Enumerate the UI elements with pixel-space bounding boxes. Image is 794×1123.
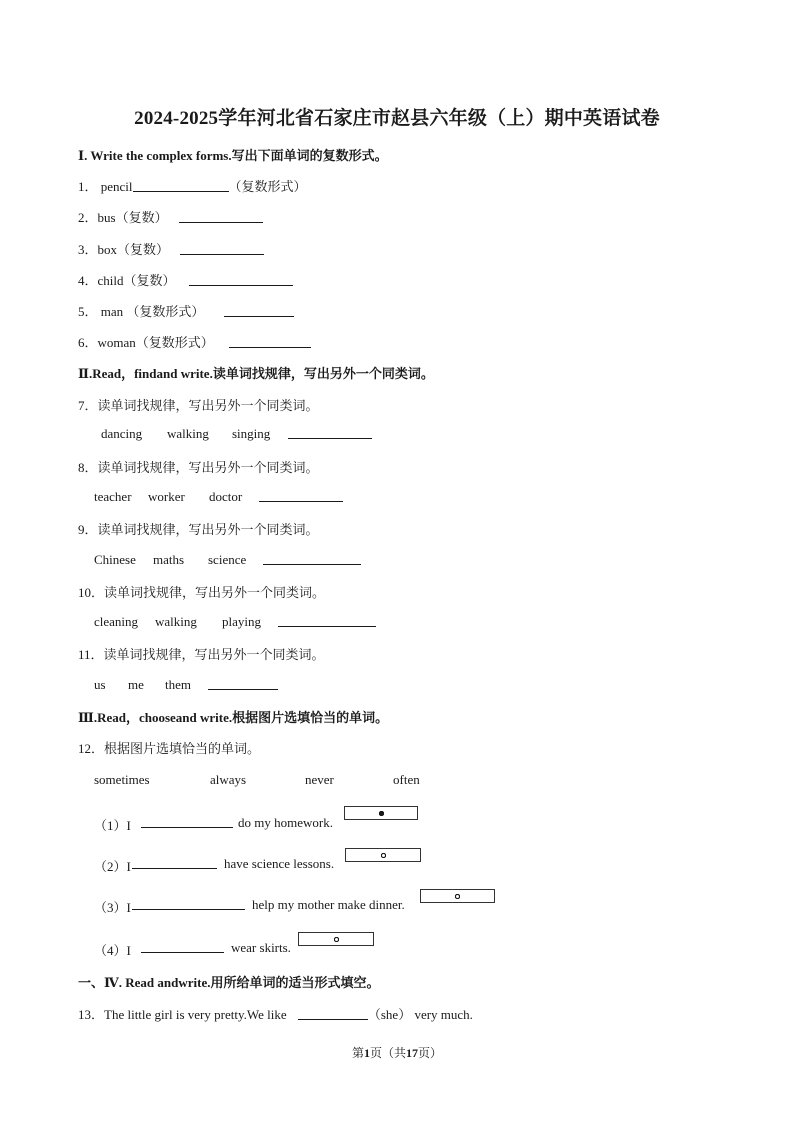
answer-blank[interactable] [180, 242, 264, 255]
sub-question-text: do my homework. [238, 815, 333, 830]
section-4-heading: 一、Ⅳ. Read andwrite.用所给单词的适当形式填空。 [78, 975, 380, 990]
word: Chinese [94, 552, 136, 567]
frequency-dots-icon [345, 848, 421, 862]
answer-blank[interactable] [208, 677, 278, 690]
footer-text: 页（共 [369, 1046, 406, 1060]
question-text: child（复数） [97, 273, 176, 288]
question-instruction: 读单词找规律，写出另外一个同类词。 [97, 460, 319, 475]
option-word: never [305, 772, 334, 787]
word: singing [232, 426, 271, 441]
answer-blank[interactable] [179, 210, 263, 223]
question-8 [78, 457, 319, 476]
answer-blank[interactable] [132, 856, 217, 869]
question-6 [78, 332, 311, 351]
footer-text: 第 [351, 1046, 364, 1060]
word: us [94, 677, 106, 692]
question-number: 4． [78, 273, 98, 288]
answer-blank[interactable] [259, 489, 343, 502]
question-13 [78, 1004, 473, 1023]
frequency-dots-icon [420, 889, 495, 903]
answer-blank[interactable] [263, 552, 361, 565]
answer-blank[interactable] [224, 304, 294, 317]
option-word: always [210, 772, 247, 787]
question-number: 1． [78, 179, 98, 194]
section-2-heading: Ⅱ.Read，findand write.读单词找规律，写出另外一个同类词。 [78, 366, 434, 381]
word: dancing [101, 426, 143, 441]
question-instruction: 读单词找规律，写出另外一个同类词。 [104, 585, 326, 600]
answer-blank[interactable] [133, 179, 229, 192]
question-number: 9． [78, 522, 98, 537]
question-number: 6． [78, 335, 98, 350]
question-number: 3． [78, 242, 98, 257]
question-10 [78, 582, 325, 601]
question-5 [78, 301, 294, 320]
question-9 [78, 519, 319, 538]
word: me [128, 677, 144, 692]
filled-dot [379, 811, 384, 816]
question-hint: （she） [367, 1007, 412, 1022]
sub-question-label: （3）I [94, 900, 131, 915]
question-text: pencil [100, 179, 133, 194]
question-text-tail: very much. [414, 1007, 473, 1022]
word: science [208, 552, 247, 567]
question-instruction: 读单词找规律，写出另外一个同类词。 [103, 647, 325, 662]
footer-page-number: 1 [363, 1046, 370, 1060]
answer-blank[interactable] [141, 940, 224, 953]
sub-question-label: （4）I [94, 943, 131, 958]
word: them [165, 677, 191, 692]
question-text: The little girl is very pretty.We like [104, 1007, 287, 1022]
sub-question-text: help my mother make dinner. [252, 897, 405, 912]
question-number: 12． [78, 741, 105, 756]
answer-blank[interactable] [141, 815, 233, 828]
sub-question-label: （1）I [94, 818, 131, 833]
frequency-dots-icon [298, 932, 374, 946]
word: doctor [209, 489, 243, 504]
word: cleaning [94, 614, 139, 629]
frequency-dots-icon [344, 806, 418, 820]
sub-question-label: （2）I [94, 859, 131, 874]
question-1 [78, 176, 307, 195]
word: teacher [94, 489, 132, 504]
question-number: 8． [78, 460, 98, 475]
page-footer [0, 1044, 794, 1061]
answer-blank[interactable] [229, 335, 311, 348]
question-hint: （复数形式） [228, 179, 307, 194]
empty-dot [381, 853, 386, 858]
answer-blank[interactable] [288, 426, 372, 439]
word: walking [155, 614, 197, 629]
answer-blank[interactable] [189, 273, 293, 286]
question-number: 11． [78, 647, 104, 662]
question-instruction: 读单词找规律，写出另外一个同类词。 [97, 522, 319, 537]
question-text: woman（复数形式） [97, 335, 214, 350]
question-number: 13． [78, 1007, 105, 1022]
question-12 [78, 738, 260, 757]
option-word: sometimes [94, 772, 150, 787]
word: worker [148, 489, 185, 504]
question-number: 7． [78, 398, 98, 413]
question-11 [78, 644, 325, 663]
empty-dot [334, 937, 339, 942]
question-instruction: 读单词找规律，写出另外一个同类词。 [97, 398, 319, 413]
question-3 [78, 239, 264, 258]
question-number: 2． [78, 210, 98, 225]
page-title: 2024-2025学年河北省石家庄市赵县六年级（上）期中英语试卷 [134, 108, 660, 129]
footer-total-pages: 17 [406, 1046, 418, 1060]
question-4 [78, 270, 293, 289]
answer-blank[interactable] [298, 1007, 368, 1020]
word: playing [222, 614, 261, 629]
question-instruction: 根据图片选填恰当的单词。 [104, 741, 261, 756]
word: walking [167, 426, 209, 441]
question-text: man （复数形式） [100, 304, 205, 319]
question-text: box（复数） [97, 242, 170, 257]
answer-blank[interactable] [132, 897, 245, 910]
question-text: bus（复数） [97, 210, 168, 225]
question-number: 5． [78, 304, 98, 319]
question-number: 10． [78, 585, 105, 600]
answer-blank[interactable] [278, 614, 376, 627]
section-1-heading: Ⅰ. Write the complex forms.写出下面单词的复数形式。 [78, 148, 388, 163]
option-word: often [393, 772, 420, 787]
word: maths [153, 552, 185, 567]
sub-question-text: have science lessons. [224, 856, 335, 871]
footer-text: 页） [418, 1046, 443, 1060]
sub-question-text: wear skirts. [231, 940, 291, 955]
empty-dot [455, 894, 460, 899]
section-3-heading: Ⅲ.Read，chooseand write.根据图片选填恰当的单词。 [78, 710, 389, 725]
question-2 [78, 207, 263, 226]
question-7 [78, 395, 319, 414]
